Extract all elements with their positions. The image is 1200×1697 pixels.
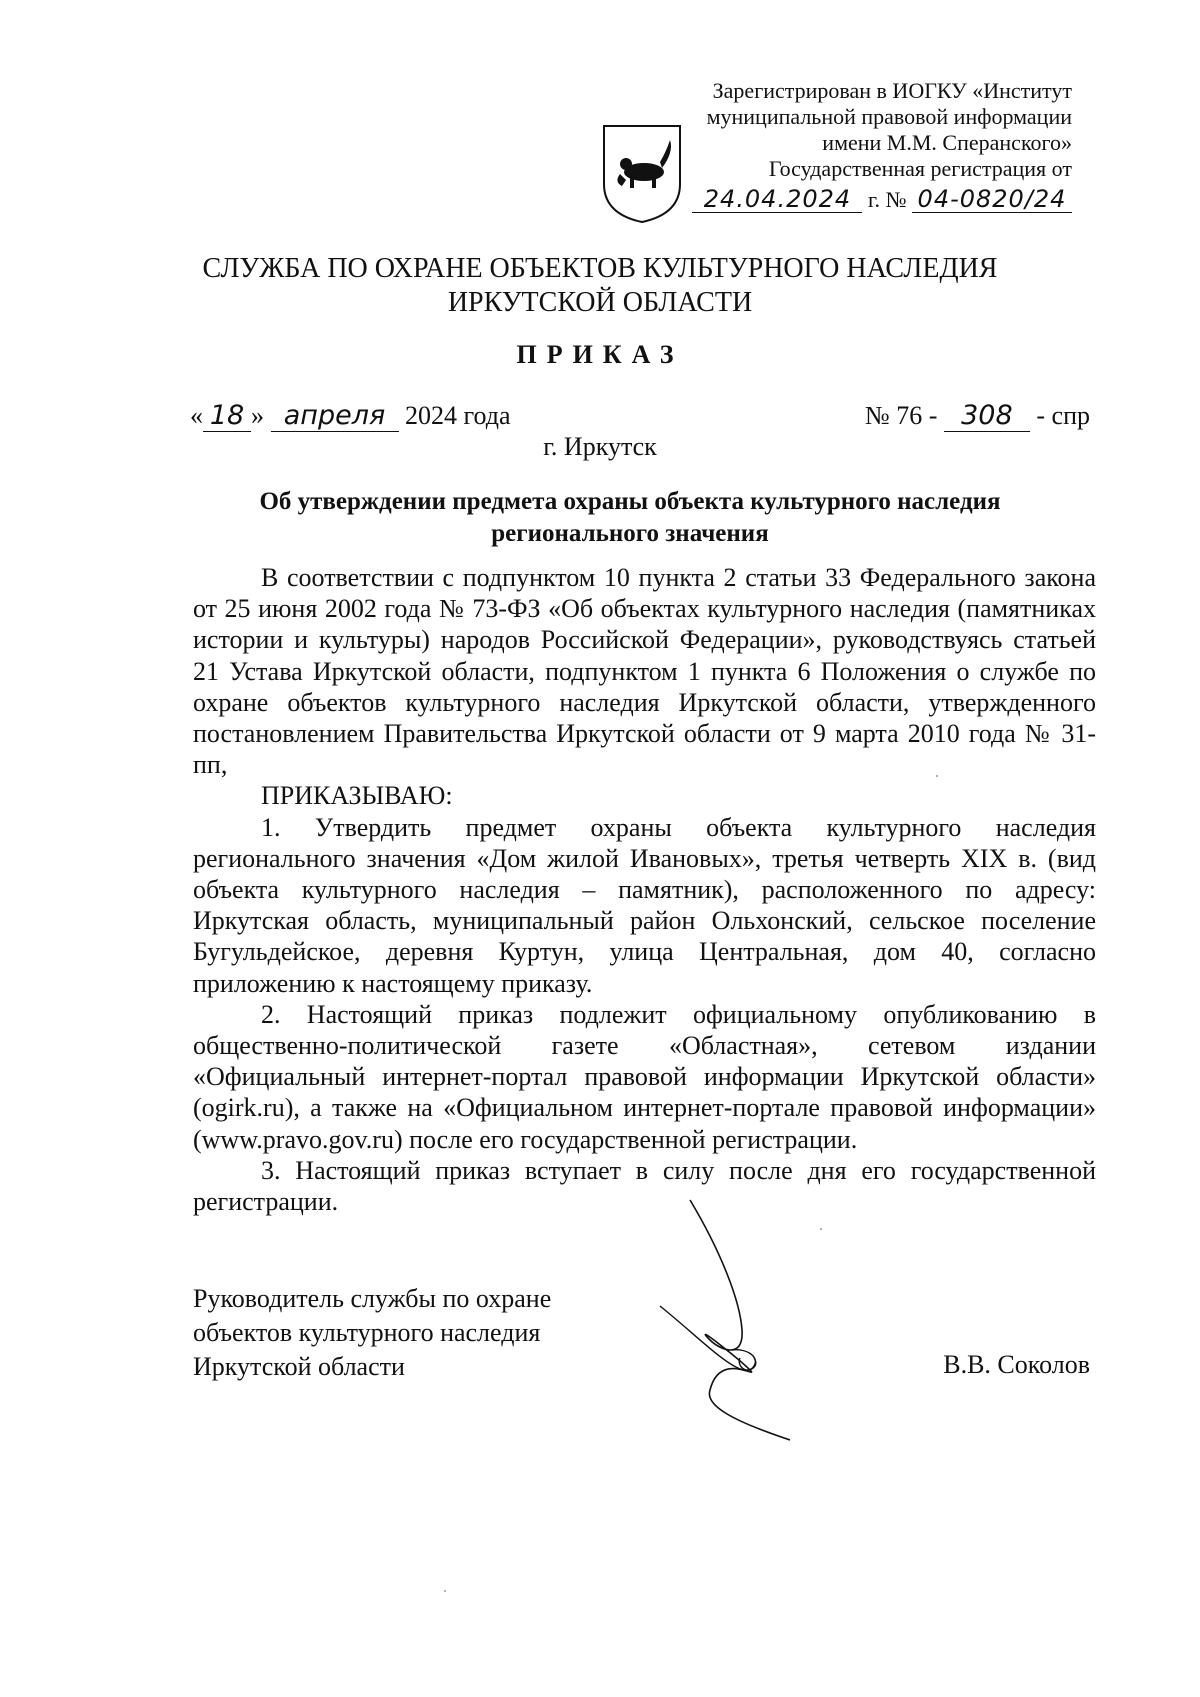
signatory-role-line-2: объектов культурного наследия: [193, 1318, 541, 1347]
organization-line-1: СЛУЖБА ПО ОХРАНЕ ОБЪЕКТОВ КУЛЬТУРНОГО НАСЛЕДИЯ: [202, 253, 998, 284]
order-number-value: 308: [944, 400, 1030, 432]
paragraph-item-1: 1. Утвердить предмет охраны объекта культурного наследия регионального значения «Дом жилой Ивановых», третья четверть XIX в. (вид объекта культурного наследия – памятник), расположенного по адресу: Иркутская область, муниципальный район Ольхонский, сельское поселение Бугульдейское, деревня Куртун, улица Центральная, дом 40, согласно приложению к настоящему приказу.: [193, 812, 1096, 998]
order-day: 18: [203, 400, 251, 432]
scan-dot: [820, 1228, 822, 1230]
organization-line-2: ИРКУТСКОЙ ОБЛАСТИ: [447, 287, 753, 318]
signatory-role: [193, 1282, 551, 1384]
quote-open: «: [190, 401, 203, 430]
paragraph-order-word: ПРИКАЗЫВАЮ:: [261, 781, 453, 811]
signatory-role-line-3: Иркутской области: [193, 1352, 405, 1381]
order-subject: [190, 486, 1070, 550]
subject-line-1: Об утверждении предмета охраны объекта культурного наследия: [259, 488, 1001, 515]
signatory-role-line-1: Руководитель службы по охране: [193, 1284, 552, 1313]
paragraph-item-3: 3. Настоящий приказ вступает в силу после дня его государственной регистрации.: [193, 1155, 1096, 1217]
registration-city-no: г. №: [867, 187, 907, 212]
quote-close: »: [251, 401, 264, 430]
registration-date: 24.04.2024: [692, 186, 862, 213]
coat-of-arms-icon: [600, 122, 684, 226]
registration-date-number-line: [652, 186, 1072, 213]
order-month: апреля: [271, 400, 399, 432]
order-number-suffix: - спр: [1036, 401, 1090, 430]
registration-line-1: Зарегистрирован в ИОГКУ «Институт: [712, 78, 1072, 103]
handwritten-signature-icon: [650, 1190, 810, 1450]
order-year: 2024 года: [405, 401, 511, 430]
order-city: г. Иркутск: [543, 432, 657, 461]
subject-line-2: регионального значения: [491, 520, 769, 547]
order-body: [193, 562, 1096, 1217]
order-date: [190, 400, 511, 432]
organization-name: [0, 252, 1200, 320]
paragraph-preamble: В соответствии с подпунктом 10 пункта 2 статьи 33 Федерального закона от 25 июня 2002 года № 73-ФЗ «Об объектах культурного наследия (памятниках истории и культуры) народов Российской Федерации», руководствуясь статьей 21 Устава Иркутской области, подпунктом 1 пункта 6 Положения о службе по охране объектов культурного наследия Иркутской области, утвержденного постановлением Правительства Иркутской области от 9 марта 2010 года № 31-пп,: [193, 563, 1096, 780]
order-number-prefix: № 76 -: [864, 401, 938, 430]
registration-stamp: [652, 78, 1072, 213]
registration-line-2: муниципальной правовой информации: [706, 104, 1072, 129]
scan-dot: [444, 1590, 446, 1592]
registration-line-3: имени М.М. Сперанского»: [822, 130, 1072, 155]
registration-number: 04-0820/24: [912, 186, 1072, 213]
order-number: [865, 400, 1090, 432]
registration-line-4: Государственная регистрация от: [768, 156, 1072, 181]
document-type: ПРИКАЗ: [516, 340, 684, 369]
signatory-name: В.В. Соколов: [943, 1350, 1090, 1379]
scan-dot: [936, 775, 938, 777]
paragraph-item-2: 2. Настоящий приказ подлежит официальному опубликованию в общественно-политической газете «Областная», сетевом издании «Официальный интернет-портал правовой информации Иркутской области» (ogirk.ru), а также на «Официальном интернет-портале правовой информации» (www.pravo.gov.ru) после его государственной регистрации.: [193, 999, 1096, 1154]
